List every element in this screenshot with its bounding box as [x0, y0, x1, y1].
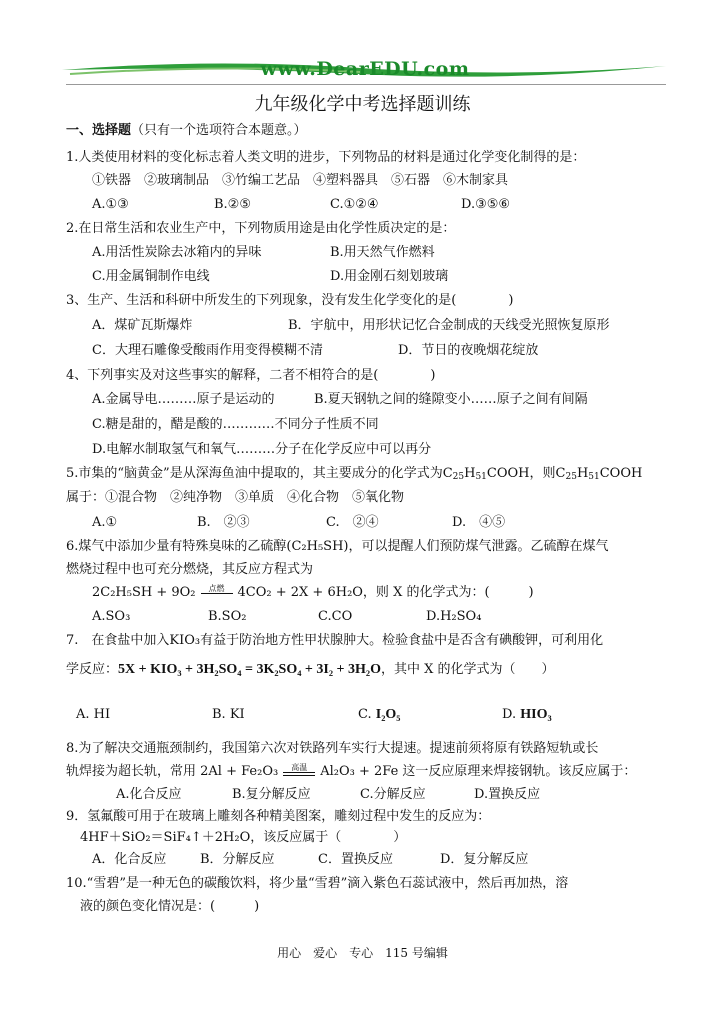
question-10-stem-line2: 液的颜色变化情况是：( ): [80, 899, 260, 914]
section-note: （只有一个选项符合本题意。）: [131, 123, 307, 138]
question-1-items: ①铁器 ②玻璃制品 ③竹编工艺品 ④塑料器具 ⑤石器 ⑥木制家具: [92, 173, 509, 188]
q6-option-c: C.CO: [318, 609, 353, 624]
reaction-equals-icon: 高温: [281, 763, 317, 777]
q7-option-b: B. KI: [212, 707, 245, 722]
question-9-equation: 4HF＋SiO₂＝SiF₄↑＋2H₂O，该反应属于（ ）: [80, 830, 407, 845]
q2-option-a: A.用活性炭除去冰箱内的异味: [92, 245, 262, 260]
q1-option-d: D.③⑤⑥: [461, 197, 511, 212]
q9-option-d: D．复分解反应: [440, 852, 529, 867]
section-heading: [66, 122, 307, 140]
question-10-stem-line1: 10.“雪碧”是一种无色的碳酸饮料，将少量“雪碧”滴入紫色石蕊试液中，然后再加热，溶: [66, 876, 569, 891]
q5-stem-part2: ，则: [529, 466, 556, 481]
question-3-stem: 3、生产、生活和科研中所发生的下列现象，没有发生化学变化的是( ): [66, 293, 514, 308]
q7-equation: 5X + KIO₃ + 3H₂SO₄ = 3K₂SO₄ + 3I₂ + 3H₂O: [118, 662, 381, 677]
question-5-stem: [66, 465, 642, 486]
q2-option-b: B.用天然气作燃料: [330, 245, 435, 260]
question-5-items: 属于：①混合物 ②纯净物 ③单质 ④化合物 ⑤氧化物: [66, 490, 405, 505]
q4-option-d: D.电解水制取氢气和氧气………分子在化学反应中可以再分: [92, 442, 432, 457]
q9-option-c: C．置换反应: [318, 852, 393, 867]
question-6-stem-line2: 燃烧过程中也可充分燃烧，其反应方程式为: [66, 562, 314, 577]
q1-option-b: B.②⑤: [214, 197, 251, 212]
question-7-stem-line2: 学反应：5X + KIO₃ + 3H₂SO₄ = 3K₂SO₄ + 3I₂ + 3H₂O，其中 X 的化学式为（ ）: [66, 662, 555, 677]
q6-option-d: D.H₂SO₄: [426, 609, 482, 624]
q7-option-a: A. HI: [76, 707, 111, 722]
header-divider: [66, 84, 666, 85]
page-footer: 用心 爱心 专心 115 号编辑: [277, 946, 448, 960]
site-header: [60, 52, 670, 86]
question-7-stem-line1: 7. 在食盐中加入KIO₃有益于防治地方性甲状腺肿大。检验食盐中是否含有碘酸钾，可利用化: [66, 633, 604, 648]
question-6-stem-line1: 6.煤气中添加少量有特殊臭味的乙硫醇(C₂H₅SH)，可以提醒人们预防煤气泄露。乙硫醇在煤气: [66, 539, 609, 554]
q3-option-b: B．宇航中，用形状记忆合金制成的天线受光照恢复原形: [288, 318, 610, 333]
q7-option-d: D. HIO₃: [502, 707, 552, 722]
question-1-stem: 1.人类使用材料的变化标志着人类文明的进步，下列物品的材料是通过化学变化制得的是：: [66, 150, 586, 165]
site-logo[interactable]: www.DearEDU.com: [260, 58, 470, 80]
q4-option-c: C.糖是甜的，醋是酸的…………不同分子性质不同: [92, 417, 379, 432]
q5-stem-part1: 5.市集的“脑黄金”是从深海鱼油中提取的，其主要成分的化学式为: [66, 466, 443, 481]
reaction-arrow-icon: 点燃: [199, 584, 235, 598]
q5-option-a: A.①: [92, 515, 118, 530]
q7-option-c: C. I₂O₅: [358, 707, 401, 722]
q4-option-a: A.金属导电………原子是运动的: [92, 392, 275, 407]
q5-option-b: B. ②③: [197, 515, 250, 530]
q6-option-a: A.SO₃: [92, 609, 131, 624]
question-2-stem: 2.在日常生活和农业生产中，下列物质用途是由化学性质决定的是：: [66, 221, 456, 236]
q1-option-c: C.①②④: [330, 197, 379, 212]
page-title: 九年级化学中考选择题训练: [254, 94, 471, 115]
q3-option-c: C．大理石雕像受酸雨作用变得模糊不清: [92, 343, 323, 358]
q8-option-b: B.复分解反应: [232, 787, 311, 802]
question-9-stem: 9．氢氟酸可用于在玻璃上雕刻各种精美图案，雕刻过程中发生的反应为：: [66, 809, 491, 824]
q8-option-a: A.化合反应: [116, 787, 182, 802]
q9-option-b: B．分解反应: [200, 852, 275, 867]
question-6-equation: 2C₂H₅SH + 9O₂ 点燃 4CO₂ + 2X + 6H₂O，则 X 的化学式为：( ): [92, 584, 534, 600]
q5-option-c: C. ②④: [326, 515, 379, 530]
q8-option-d: D.置换反应: [474, 787, 541, 802]
q2-option-c: C.用金属铜制作电线: [92, 269, 210, 284]
question-8-stem-line2: 轨焊接为超长轨，常用 2Al + Fe₂O₃ 高温 Al₂O₃ + 2Fe 这一反应原理来焊接钢轨。该反应属于：: [66, 763, 637, 779]
q9-option-a: A．化合反应: [92, 852, 167, 867]
q4-option-b: B.夏天钢轨之间的缝隙变小……原子之间有间隔: [314, 392, 588, 407]
q5-option-d: D. ④⑤: [452, 515, 506, 530]
q3-option-d: D．节日的夜晚烟花绽放: [398, 343, 539, 358]
q5-formula: $C_{25}H_{51}COOH$: [442, 466, 530, 482]
q8-option-c: C.分解反应: [360, 787, 426, 802]
q3-option-a: A．煤矿瓦斯爆炸: [92, 318, 193, 333]
q1-option-a: A.①③: [92, 197, 129, 212]
q5-formula-repeat: $C_{25}H_{51}COOH$: [555, 466, 643, 482]
q2-option-d: D.用金刚石刻划玻璃: [330, 269, 449, 284]
q6-option-b: B.SO₂: [208, 609, 247, 624]
question-8-stem-line1: 8.为了解决交通瓶颈制约，我国第六次对铁路列车实行大提速。提速前须将原有铁路短轨或长: [66, 741, 599, 756]
question-4-stem: 4、下列事实及对这些事实的解释，二者不相符合的是( ): [66, 368, 436, 383]
section-label: 一、选择题: [66, 123, 132, 138]
